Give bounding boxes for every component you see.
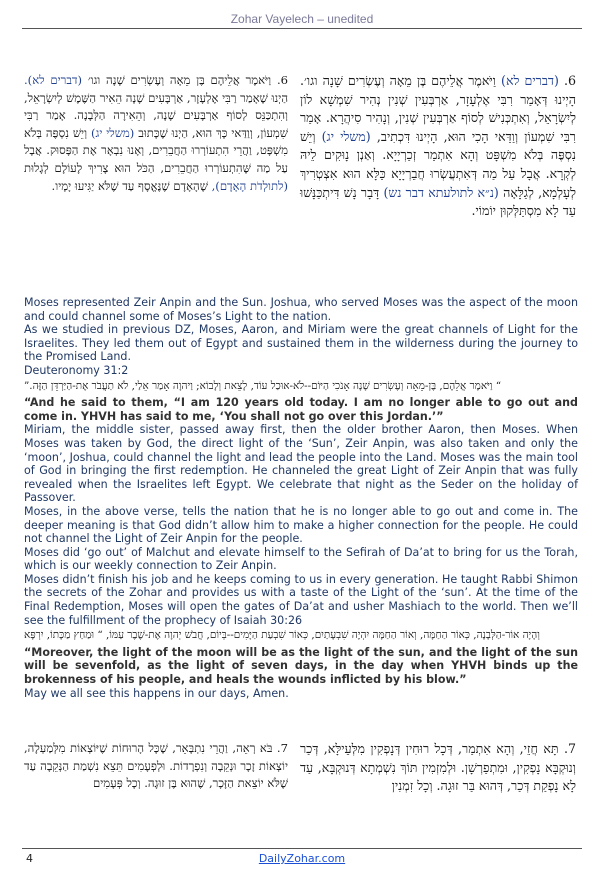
- scripture-reference: Deuteronomy 31:2: [24, 363, 129, 377]
- aramaic-paragraph-7: [300, 740, 576, 796]
- verse-reference: (דברים לא): [501, 73, 559, 88]
- verse-translation: “And he said to them, “I am 120 years old today. I am no longer able to go out and come in. YHVH has said to me, ‘You shall not go over this Jordan.’”: [24, 396, 578, 423]
- commentary-paragraph: Moses, in the above verse, tells the nation that he is no longer able to go out and come in. The deeper meaning is that God didn’t allow him to make a higher connection for the people. He could not channel the Light of Zeir Anpin for the people.: [24, 504, 578, 546]
- commentary-paragraph: Moses didn’t finish his job and he keeps coming to us in every generation. He taught Rabbi Shimon the secrets of the Zohar and provides us with a taste of the Light of the ‘sun’. At the time of the Final Redemption, Moses will open the gates of Da’at and usher Mashiach to the world. Then we’ll see the fulfillment of the prophecy of Isaiah 30:26: [24, 572, 578, 627]
- document-header: Zohar Vayelech – unedited: [230, 12, 374, 26]
- verse-reference: (דברים לא).: [24, 73, 83, 87]
- paragraph-number: 7.: [563, 741, 576, 756]
- verse-reference: (משלי יג): [321, 128, 371, 144]
- verse-reference: (משלי יג): [90, 125, 135, 140]
- verse-reference: (נ״א לתולעתא דבר נש): [383, 184, 499, 200]
- english-commentary: [24, 296, 578, 700]
- hebrew-text: שֶׁהָאָדָם שֶׁנֶּאֱסָף עַד שֶׁלֹּא יַגִּיעוּ יָמָיו.: [51, 178, 208, 193]
- hebrew-paragraph-6: [24, 72, 288, 195]
- aramaic-text: תָּא חֲזֵי, וְהָא אִתְמַר, דְּכָל רוּחִין דְּנָפְקִין מִלְּעֵילָּא, דְּכַר וְנוּקְבָּא נָפְקִין, וּמִתְפַרְשָׁן. וּלְמִזְמִין תּוֹךְ נִשְׁמְתָא דְּנוּקְבָּא, עַד לָא נָפְקַת דְּכַר, דְּהוּא בַּר זוּגָה. וְכָל זִמְנִין: [300, 741, 576, 794]
- hebrew-text: וַיֹּאמֶר אֲלֵיהֶם בֶּן מֵאָה וְעֶשְׂרִים שָׁנָה וגו׳: [87, 73, 272, 87]
- hebrew-verse-text: וְהָיָה אוֹר-הַלְּבָנָה, כְּאוֹר הַחַמָּה, וְאוֹר הַחַמָּה יִהְיֶה שִׁבְעָתַיִם, כְּאוֹר שִׁבְעַת הַיָּמִים--בְּיוֹם, חֲבֹשׁ יְהוָה אֶת-שֶׁבֶר עַמּוֹ, “ וּמַחַץ מַכָּתוֹ, יִרְפָּא: [24, 629, 540, 642]
- commentary-paragraph: Moses represented Zeir Anpin and the Sun. Joshua, who served Moses was the aspect of the moon and could channel some of Moses’s Light to the nation.: [24, 296, 578, 323]
- verse-translation: “Moreover, the light of the moon will be as the light of the sun, and the light of the sun will be sevenfold, as the light of seven days, in the day when YHVH binds up the brokenness of his people, and heals the wounds inflicted by his blow.”: [24, 645, 578, 687]
- aramaic-paragraph-6: [300, 72, 576, 221]
- hebrew-paragraph-7: [24, 740, 288, 793]
- aramaic-text: דָּבָר נָשׁ דִּיתְכַּנָּשׁוּ עַד לָא מִסְתַּלְּקוּן יוֹמוֹי.: [300, 184, 576, 219]
- aramaic-text: וַיֹּאמֶר אֲלֵיהֶם בֶּן מֵאָה וְעֶשְׂרִים שָׁנָה וגו׳. הָיְינוּ דְּאָמַר רִבִּי אֶלְעָזָר, אַרְבְּעִין שְׁנִין נְהִיר שִׁמְשָׁא לוֹן לְיִשְׂרָאֵל, וְאִתְכְּנִישׁ לְסוֹף אַרְבְּעִין שְׁנִין, וְנָהִיר סִיהֲרָא. אָמַר רִבִּי שִׁמְעוֹן וְוַדַּאי הָכִי הוּא, הָיְינוּ דִּכְתִיב,: [300, 73, 576, 144]
- verse-reference: (לתולְדֹת הָאָדָם),: [211, 178, 288, 193]
- paragraph-number: 6.: [276, 73, 289, 87]
- site-link[interactable]: DailyZohar.com: [258, 852, 346, 865]
- aramaic-text: וְיֵשׁ נִסְפֶּה בְּלֹא מִשְׁפָּט וְהָא אִתְמַר זְכַרְיָיָא. וְאַנְן נָוּקִים לֵיהּ לְקְרָא. אֲבָל עַל מַה דְּאִתְעֲשְׂרוּ חֲבֵרְיָיָא כַּלָּא הוּא אִצְטְרִיךְ לְעָלְמָא, לְגַלָּאָה: [300, 128, 577, 200]
- commentary-paragraph: Moses did ‘go out’ of Malchut and elevate himself to the Sefirah of Da’at to bring for us the Torah, which is our weekly connection to Zeir Anpin.: [24, 545, 578, 573]
- paragraph-number: 6.: [563, 73, 576, 88]
- hebrew-text: וְיֵשׁ נִסְפֶּה בְּלֹא מִשְׁפָּט, וַהֲרֵי הִתְעוֹרְרוּ הַחֲבֵרִים, וְאָנוּ נִבְאָר אֶת הַפָּסוּק. אֲבָל עַל מַה שֶּׁהִתְעוֹרְרוּ הַחֲבֵרִים, הַכֹּל הוּא צָרִיךְ לָעוֹלָם לְגָלוּת: [24, 125, 288, 175]
- footer-divider: [22, 848, 582, 849]
- hebrew-verse-quote: [24, 380, 578, 394]
- hebrew-text: הַיְנוּ שֶׁאָמַר רַבִּי אֶלְעָזָר, אַרְבָּעִים שָׁנָה הֵאִיר הַשֶּׁמֶשׁ לְיִשְׂרָאֵל, וְהִתְכַּנֵּס לְסוֹף אַרְבָּעִים שָׁנָה, וְהֵאִירָה הַלְּבָנָה. אָמַר רַבִּי שִׁמְעוֹן, וְוַדַּאי כָּךְ הוּא, הַיְנוּ שֶׁכָּתוּב: [23, 90, 288, 140]
- header-divider: [22, 28, 582, 29]
- paragraph-number: 7.: [276, 741, 288, 755]
- hebrew-verse-text: “ וַיֹּאמֶר אֲלֵהֶם, בֶּן-מֵאָה וְעֶשְׂרִים שָׁנָה אָנֹכִי הַיּוֹם--לֹא-אוּכַל עוֹד, לָצֵאת וְלָבוֹא; וַיהוָה אָמַר אֵלַי, לֹא תַעֲבֹר אֶת-הַיַּרְדֵּן הַזֶּה.”: [24, 379, 502, 392]
- page-number: 4: [26, 852, 33, 865]
- hebrew-text: בֹּא רְאֵה, וַהֲרֵי נִתְבָּאֵר, שֶׁכָּל הָרוּחוֹת שֶׁיּוֹצְאוֹת מִלְּמַעְלָה, יוֹצְאוֹת זָכָר וּנְקֵבָה וְנִפְרָדוֹת. וּלְפְעָמִים תֵּצֵא נִשְׁמַת הַנְּקֵבָה עַד שֶׁלֹּא יוֹצֵאת הַזָּכָר, שֶׁהוּא בֶּן זוּגָה. וְכָל פְּעָמִים: [24, 741, 288, 791]
- hebrew-verse-quote: [24, 629, 578, 643]
- commentary-paragraph: As we studied in previous DZ, Moses, Aaron, and Miriam were the great channels of Light for the Israelites. They led them out of Egypt and sustained them in the wilderness during the journey to the Promised Land.: [24, 323, 578, 364]
- commentary-paragraph: Miriam, the middle sister, passed away first, then the older brother Aaron, then Moses. When Moses was taken by God, the direct light of the ‘Sun’, Zeir Anpin, was also taken and only the ‘moon’, Joshua, could channel the light and lead the people into the Land. Moses was the main tool of God in bringing the first redemption. He channeled the great Light of Zeir Anpin that was fully revealed when the Israelites left Egypt. We celebrate that night as the Seder on the holiday of Passover.: [24, 423, 578, 505]
- commentary-paragraph: May we all see this happens in our days, Amen.: [24, 686, 289, 700]
